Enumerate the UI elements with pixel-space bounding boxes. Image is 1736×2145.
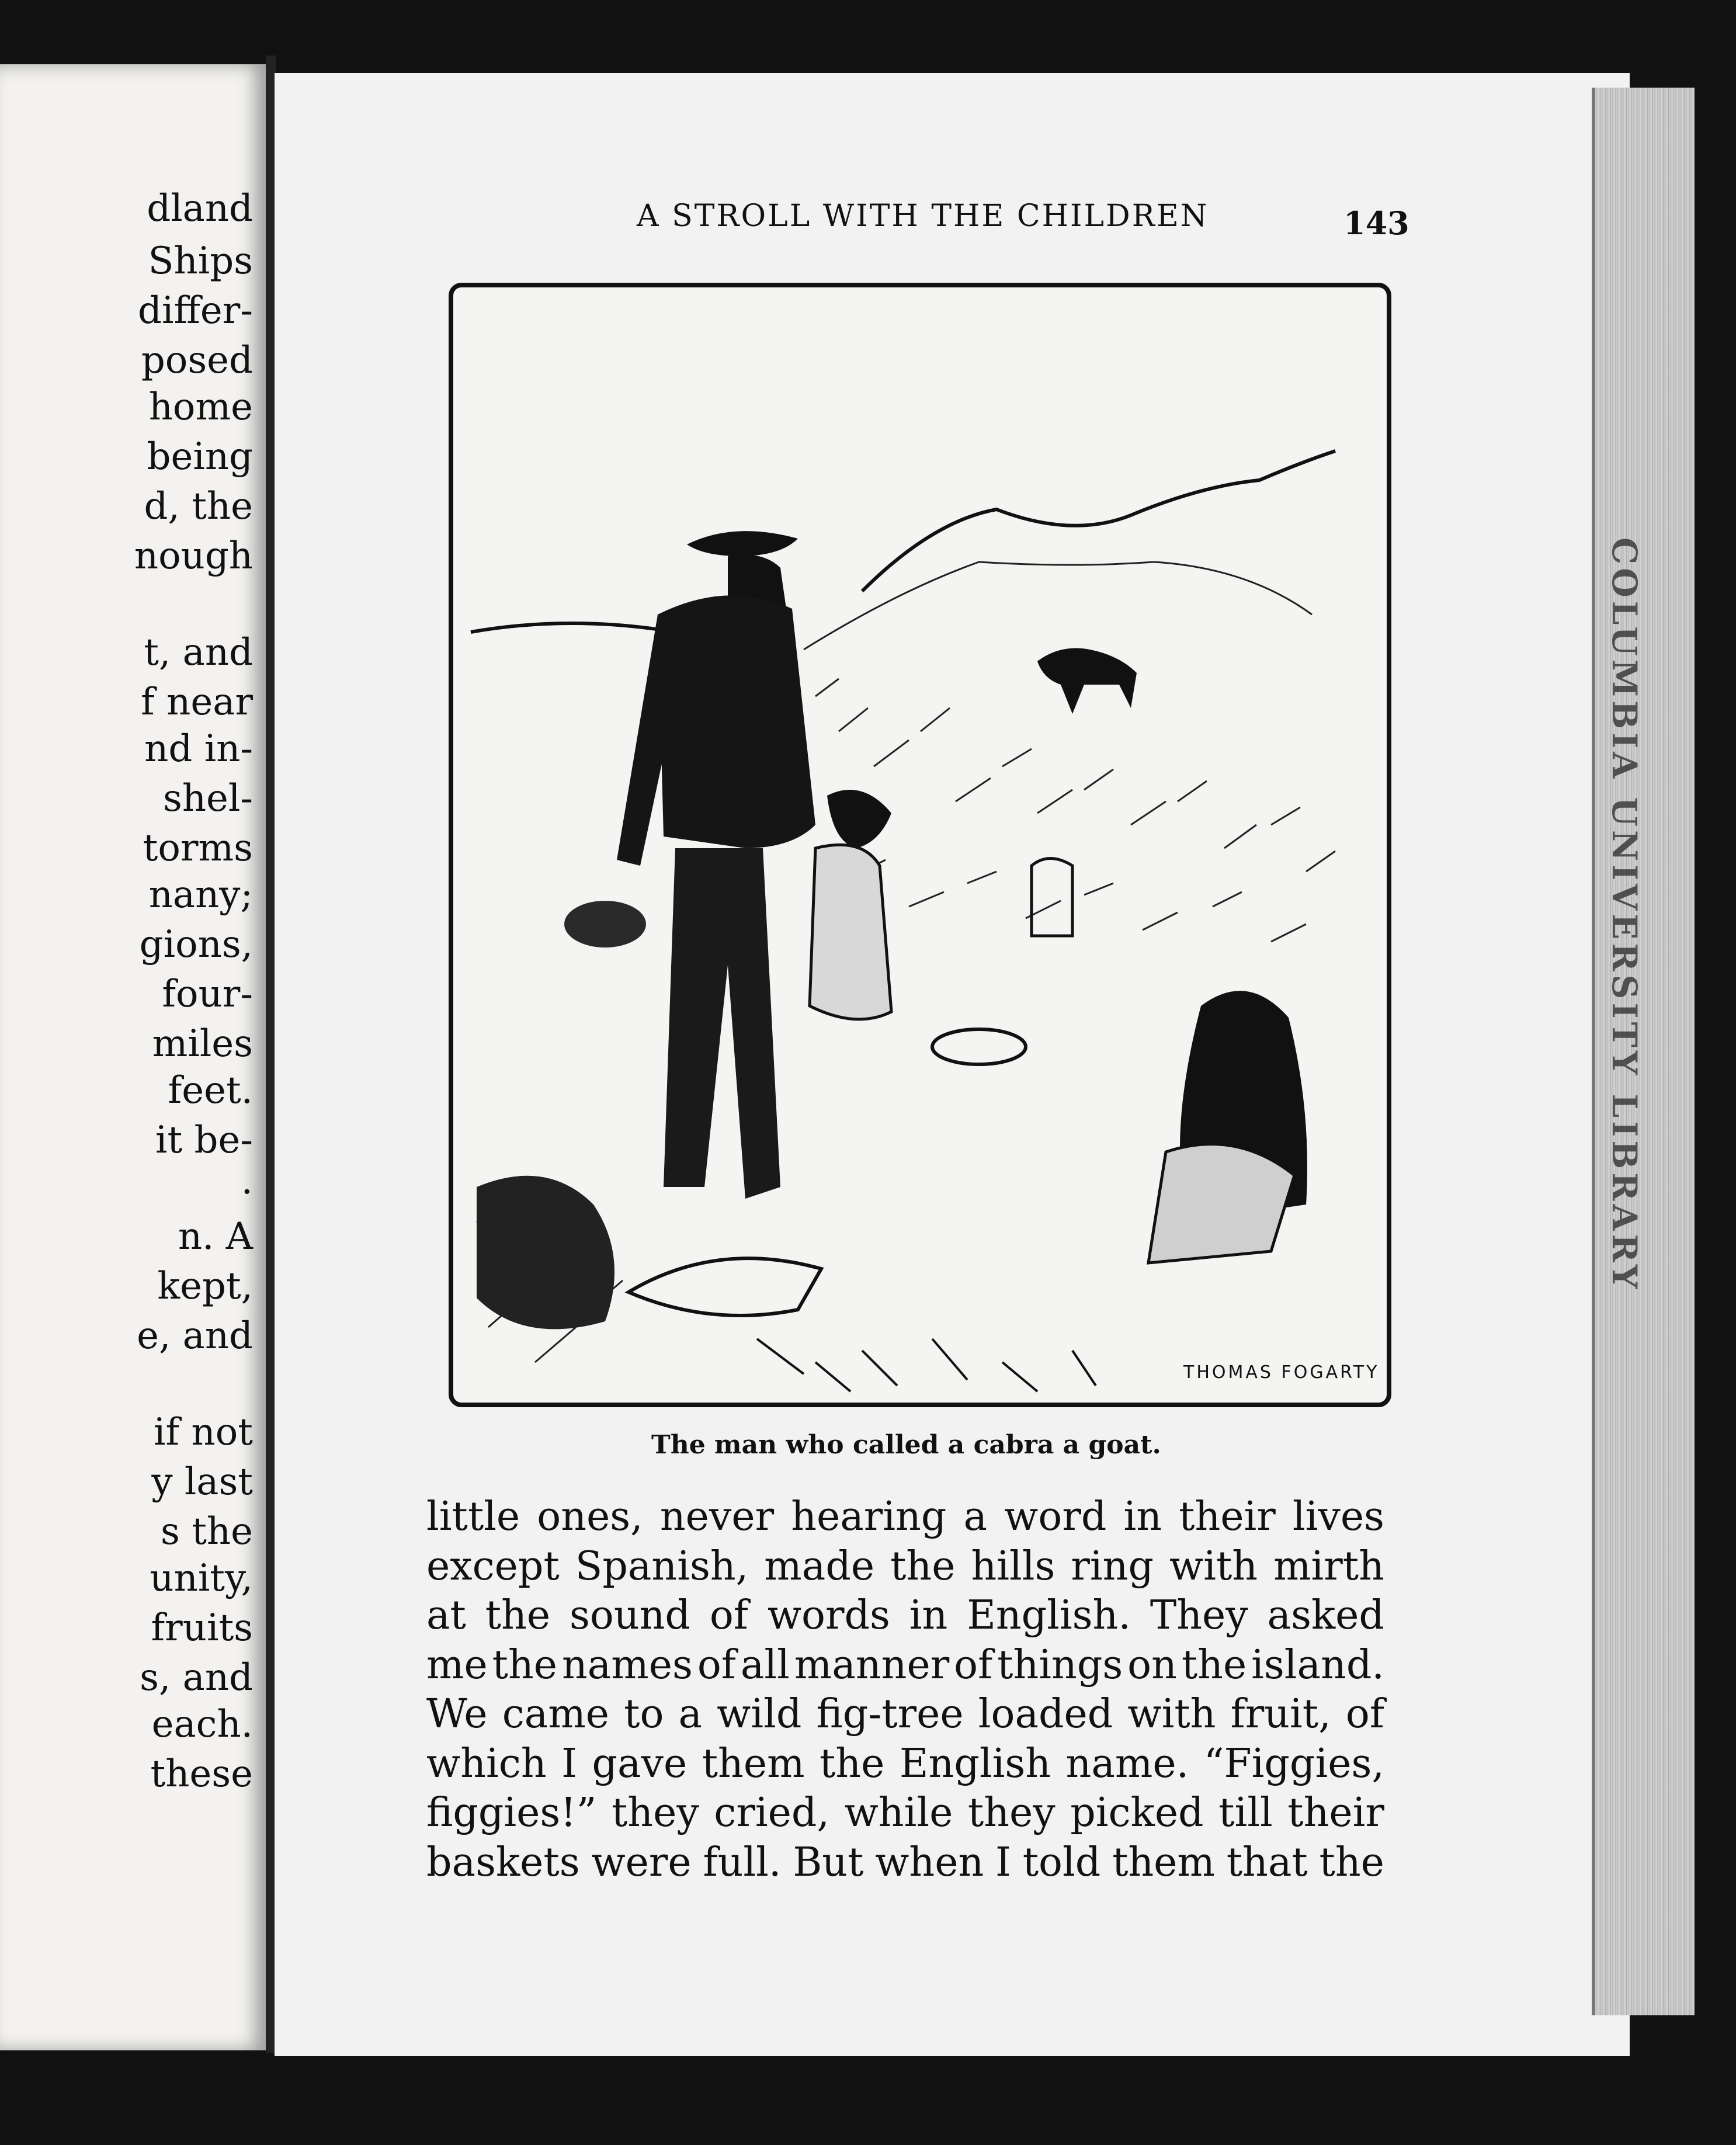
left-page-line: it be-	[155, 1119, 253, 1162]
left-page-line: d, the	[144, 485, 253, 528]
running-head: A STROLL WITH THE CHILDREN	[637, 199, 1209, 234]
illustration-caption: The man who called a cabra a goat.	[651, 1430, 1161, 1460]
left-page-line: each.	[151, 1703, 253, 1746]
left-page-line: unity,	[150, 1557, 253, 1600]
left-page-line: s the	[161, 1510, 253, 1553]
left-page-line: posed	[141, 339, 253, 382]
left-page-line: dland	[147, 187, 253, 230]
illustrator-signature: THOMAS FOGARTY	[1183, 1362, 1380, 1383]
illustration-frame	[449, 283, 1391, 1407]
body-line: which I gave them the English name. “Figgies,	[426, 1740, 1384, 1787]
left-page-line: these	[150, 1752, 253, 1796]
left-page-line: fruits	[151, 1606, 253, 1650]
left-page-line: if not	[154, 1411, 253, 1454]
left-page-line: t, and	[144, 631, 253, 674]
left-page-line: miles	[152, 1022, 253, 1065]
body-line: figgies!” they cried, while they picked till their	[426, 1790, 1384, 1836]
left-page	[0, 64, 266, 2050]
left-page-line: four-	[162, 973, 253, 1016]
illustration-drawing	[453, 287, 1387, 1403]
body-line: little ones, never hearing a word in their lives	[426, 1494, 1384, 1540]
body-line: We came to a wild fig-tree loaded with fruit, of	[426, 1691, 1384, 1737]
left-page-line: nough	[134, 534, 253, 578]
body-line: baskets were full. But when I told them that the	[426, 1839, 1384, 1886]
body-line: except Spanish, made the hills ring with mirth	[426, 1543, 1384, 1589]
body-line: me the names of all manner of things on the island.	[426, 1641, 1384, 1688]
body-text	[426, 1493, 1384, 1887]
left-page-line: gions,	[139, 923, 253, 966]
page-number: 143	[1343, 204, 1409, 242]
left-page-line: torms	[143, 827, 253, 870]
left-page-line: being	[147, 435, 253, 478]
left-page-line: kept,	[157, 1265, 253, 1308]
left-page-line: e, and	[137, 1314, 253, 1358]
fore-edge-stamp: COLUMBIA UNIVERSITY LIBRARY	[1605, 537, 1644, 1293]
left-page-line: s, and	[140, 1656, 253, 1699]
body-line: at the sound of words in English. They asked	[426, 1592, 1384, 1639]
left-page-line: f near	[141, 681, 253, 724]
left-page-line: feet.	[168, 1069, 253, 1112]
left-page-line: .	[241, 1160, 253, 1203]
left-page-line: shel-	[162, 777, 253, 820]
left-page-line: home	[148, 386, 253, 429]
left-page-line: Ships	[148, 240, 253, 283]
left-page-line: y last	[151, 1460, 253, 1504]
left-page-line: n. A	[178, 1215, 253, 1258]
left-page-line: nd in-	[144, 727, 253, 770]
left-page-line: differ-	[138, 289, 253, 332]
left-page-line: nany;	[148, 873, 253, 917]
